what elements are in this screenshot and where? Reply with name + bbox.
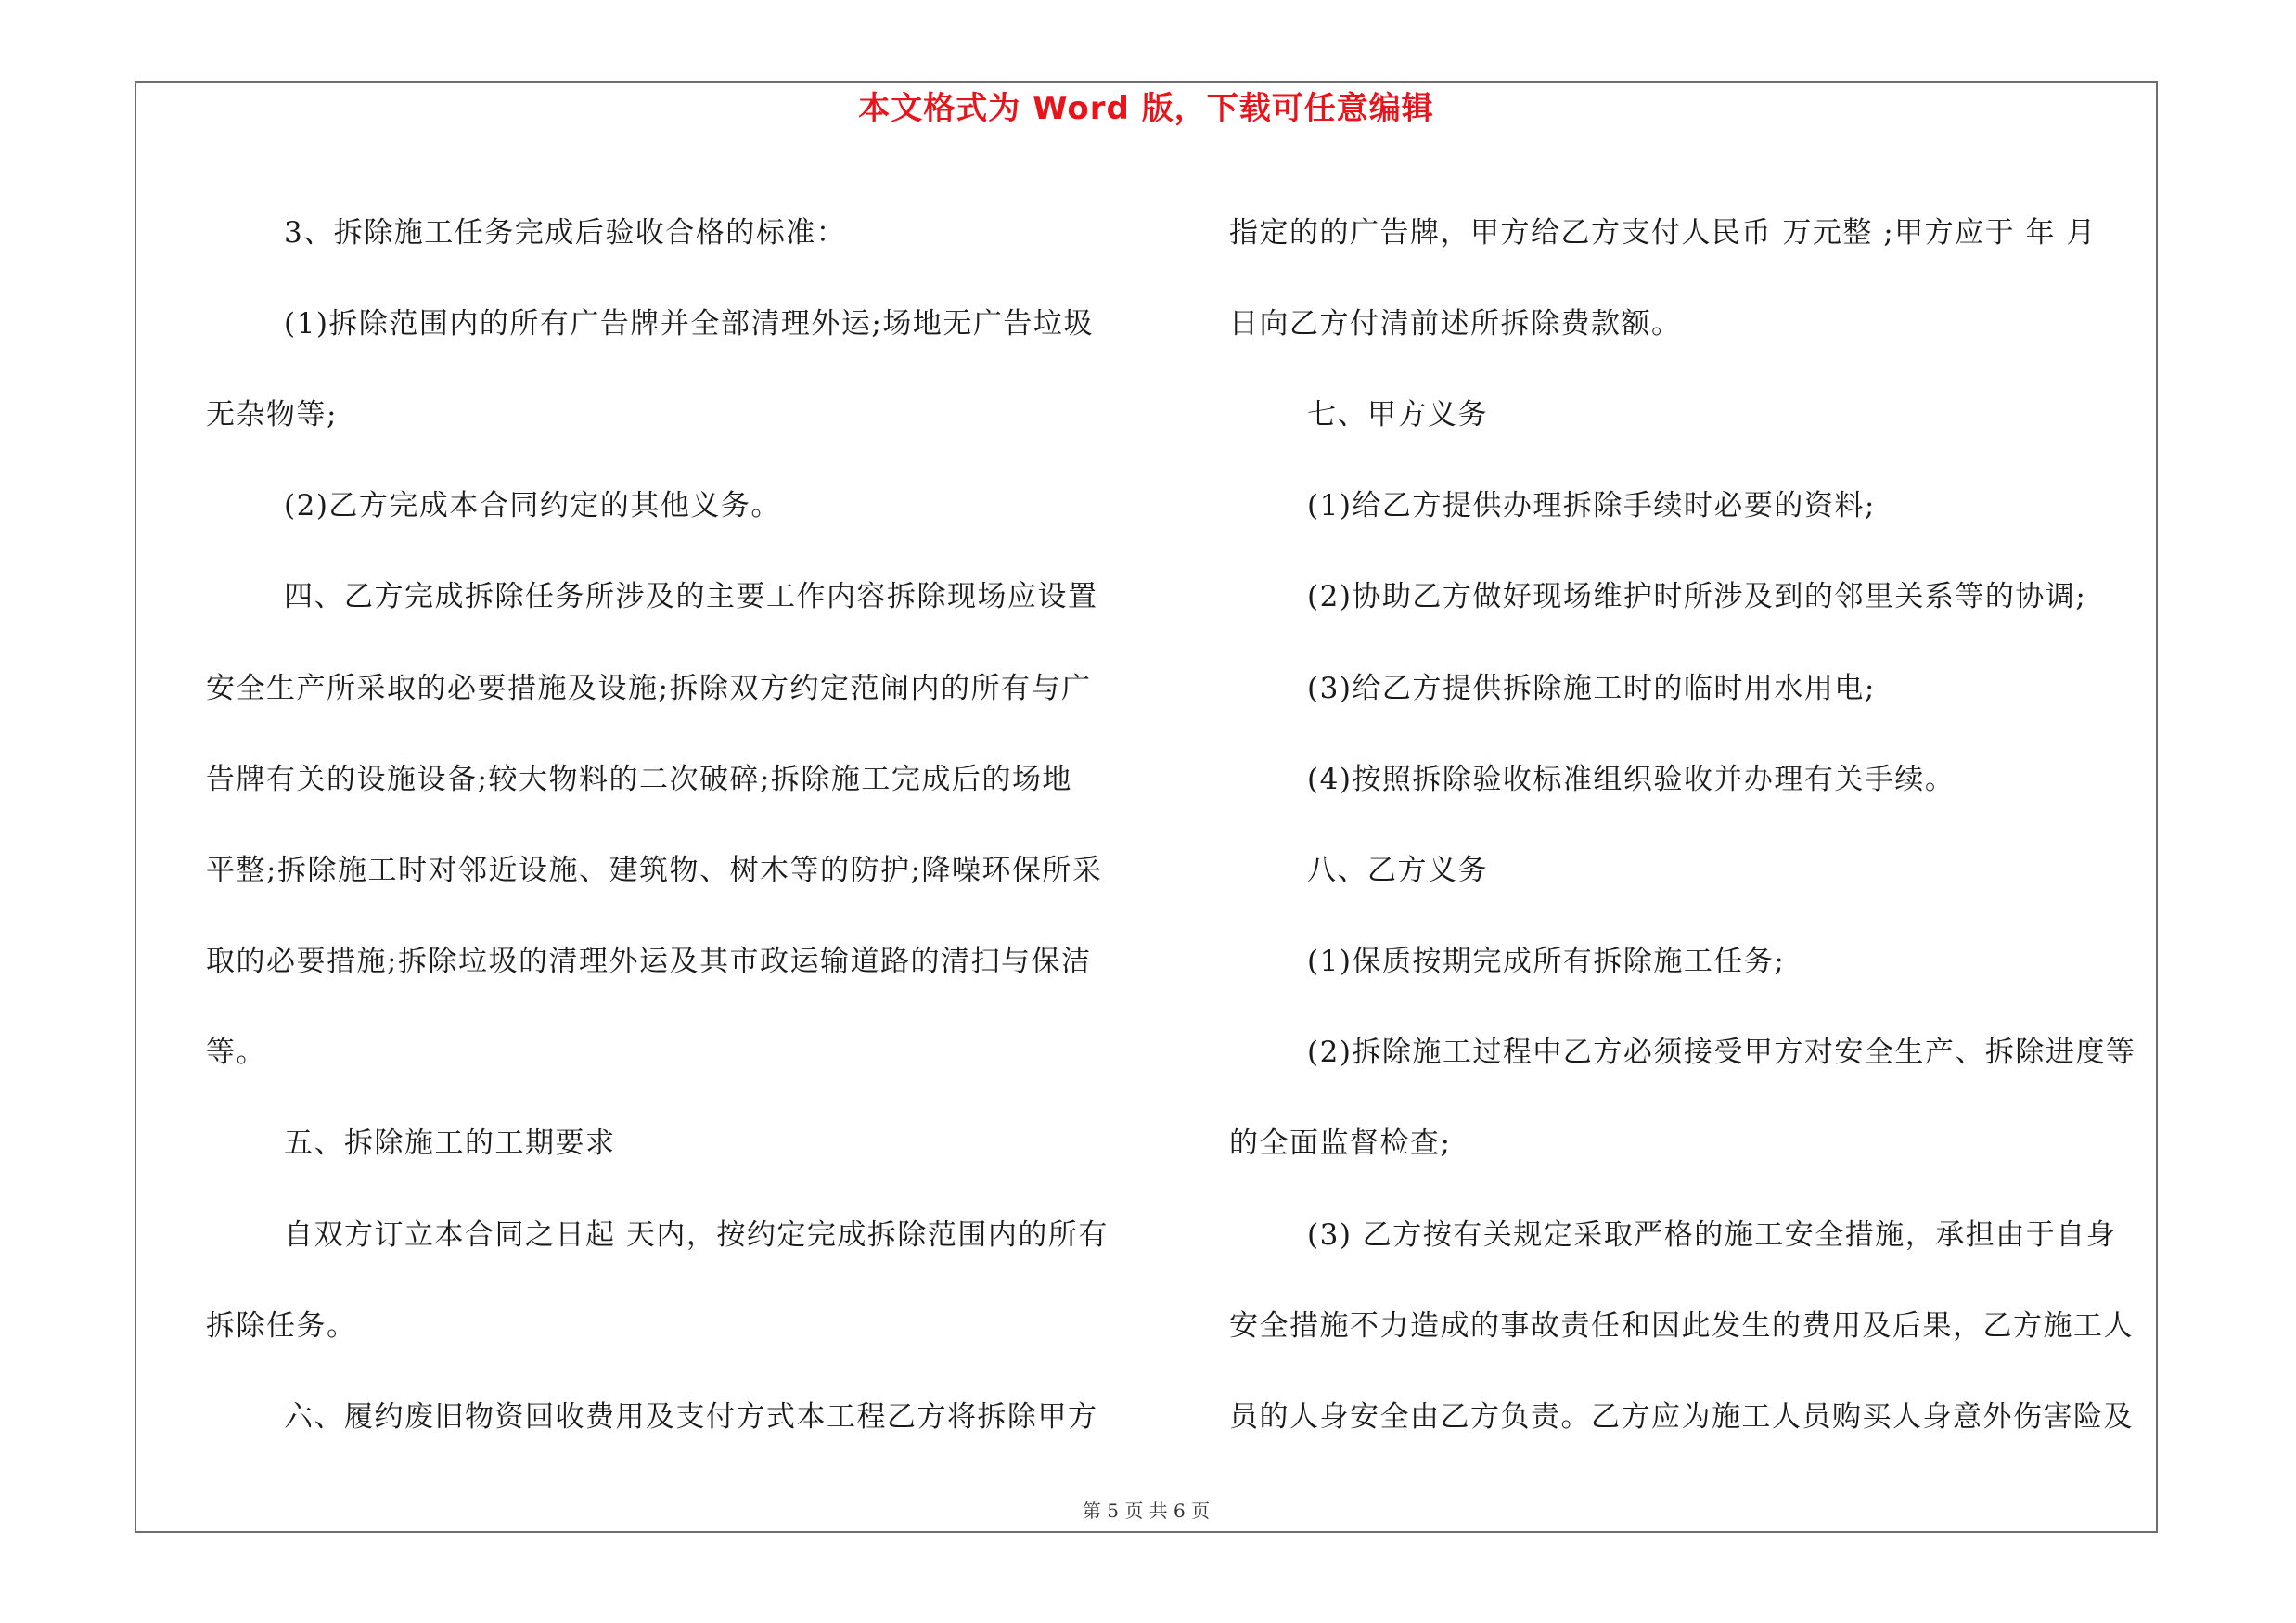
- text-line: (2)拆除施工过程中乙方必须接受甲方对安全生产、拆除进度等: [1307, 1036, 2136, 1070]
- text-line: 安全生产所采取的必要措施及设施;拆除双方约定范闹内的所有与广: [206, 671, 1092, 705]
- text-line: 日向乙方付清前述所拆除费款额。: [1229, 306, 1682, 341]
- text-line: 自双方订立本合同之日起 天内，按约定完成拆除范围内的所有: [284, 1217, 1109, 1252]
- text-line: 八、乙方义务: [1307, 853, 1488, 887]
- text-line: (4)按照拆除验收标准组织验收并办理有关手续。: [1307, 762, 1956, 796]
- text-line: 员的人身安全由乙方负责。乙方应为施工人员购买人身意外伤害险及: [1229, 1400, 2134, 1435]
- text-line: 四、乙方完成拆除任务所涉及的主要工作内容拆除现场应设置: [284, 580, 1098, 614]
- text-line: (3) 乙方按有关规定采取严格的施工安全措施，承担由于自身: [1307, 1217, 2117, 1252]
- text-line: (3)给乙方提供拆除施工时的临时用水用电;: [1307, 671, 1876, 705]
- text-line: 拆除任务。: [206, 1308, 357, 1343]
- text-line: (1)拆除范围内的所有广告牌并全部清理外运;场地无广告垃圾: [284, 306, 1094, 341]
- text-line: 指定的的广告牌，甲方给乙方支付人民币 万元整 ;甲方应于 年 月: [1229, 215, 2097, 250]
- text-line: (1)给乙方提供办理拆除手续时必要的资料;: [1307, 489, 1876, 523]
- text-line: 的全面监督检查;: [1229, 1127, 1452, 1161]
- text-line: 取的必要措施;拆除垃圾的清理外运及其市政运输道路的清扫与保洁: [206, 945, 1092, 979]
- text-line: 告牌有关的设施设备;较大物料的二次破碎;拆除施工完成后的场地: [206, 762, 1072, 796]
- text-line: 安全措施不力造成的事故责任和因此发生的费用及后果，乙方施工人: [1229, 1308, 2134, 1343]
- text-line: 平整;拆除施工时对邻近设施、建筑物、树木等的防护;降噪环保所采: [206, 853, 1103, 887]
- text-line: 等。: [206, 1036, 266, 1070]
- format-notice-banner: 本文格式为 Word 版，下载可任意编辑: [858, 90, 1434, 127]
- text-line: 无杂物等;: [206, 397, 338, 432]
- text-line: (2)乙方完成本合同约定的其他义务。: [284, 489, 781, 523]
- right-text-column: [1229, 184, 2148, 1460]
- text-line: (1)保质按期完成所有拆除施工任务;: [1307, 945, 1786, 979]
- text-line: 五、拆除施工的工期要求: [284, 1127, 616, 1161]
- text-line: 七、甲方义务: [1307, 397, 1488, 432]
- page-number: 第 5 页 共 6 页: [1082, 1500, 1211, 1522]
- left-text-column: [206, 184, 1124, 1460]
- text-line: 六、履约废旧物资回收费用及支付方式本工程乙方将拆除甲方: [284, 1400, 1098, 1435]
- text-line: (2)协助乙方做好现场维护时所涉及到的邻里关系等的协调;: [1307, 580, 2087, 614]
- text-line: 3、拆除施工任务完成后验收合格的标准：: [284, 215, 847, 250]
